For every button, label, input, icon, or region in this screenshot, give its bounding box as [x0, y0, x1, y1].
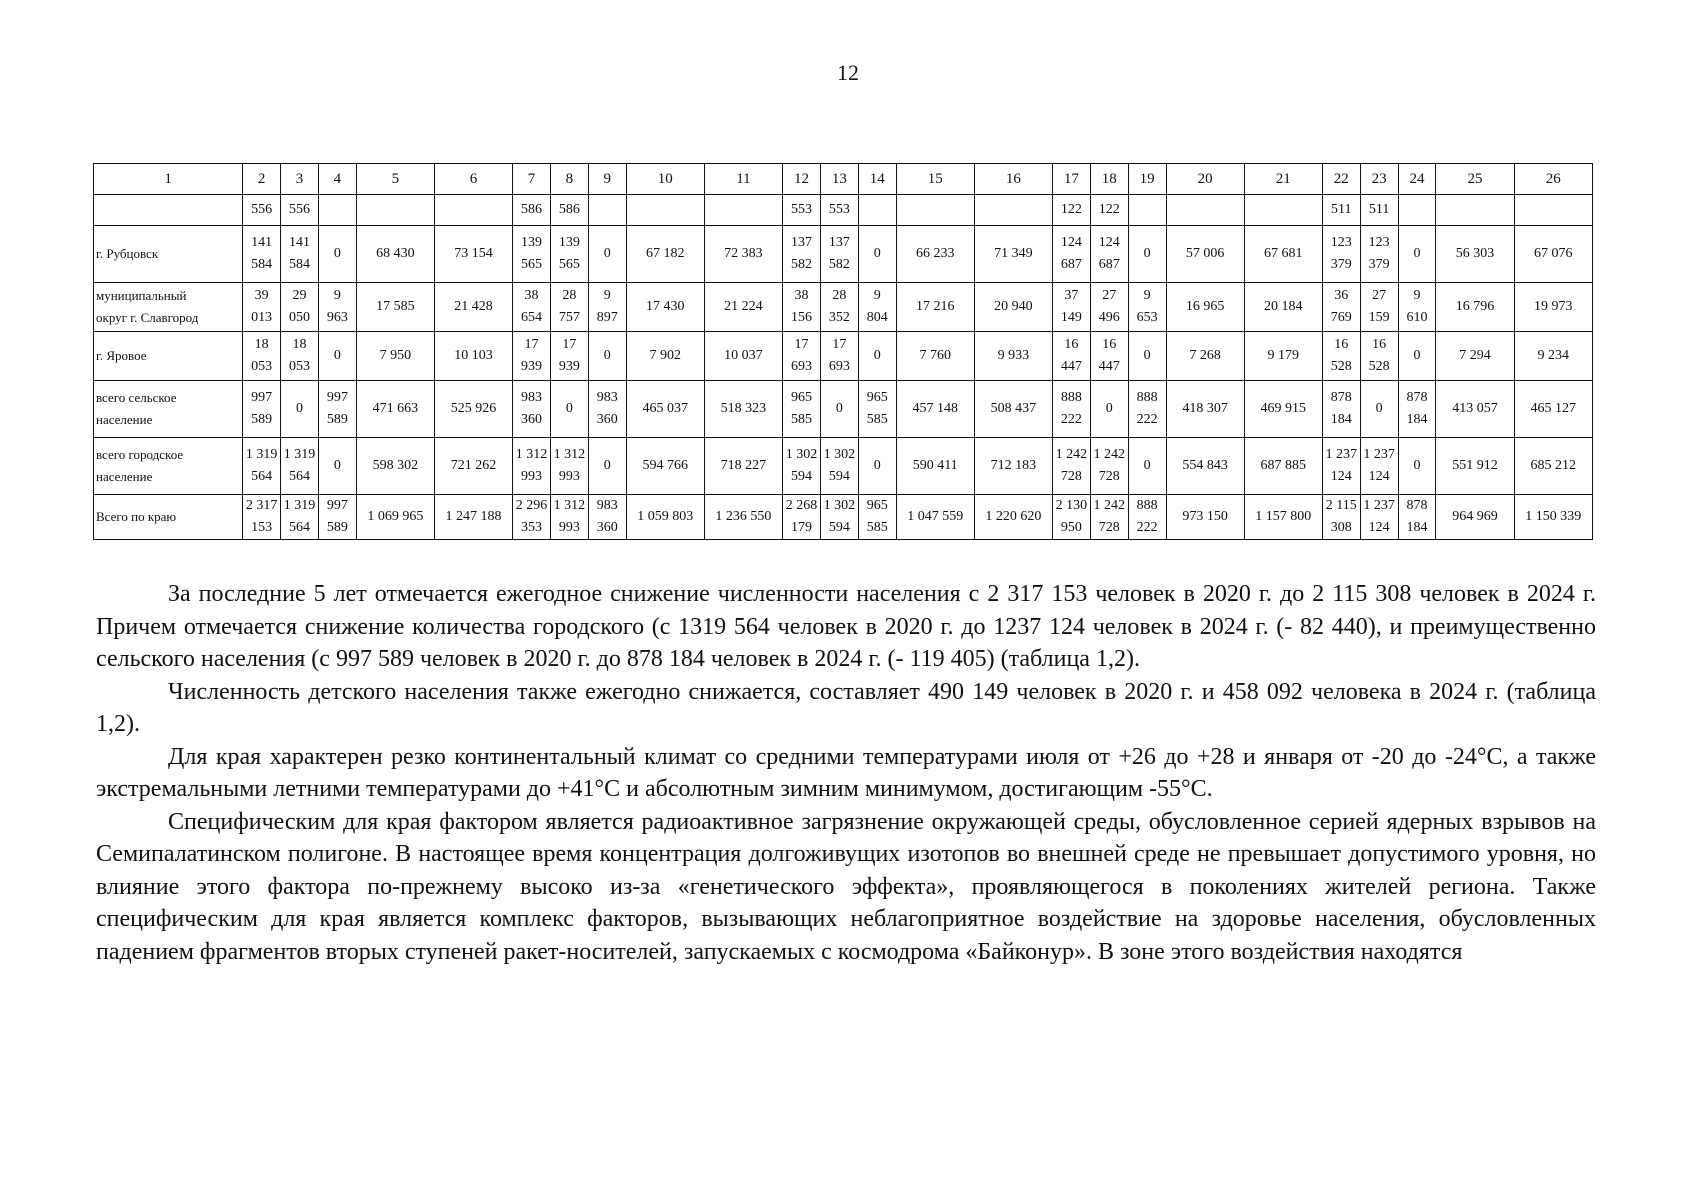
table-cell: 0: [858, 332, 896, 381]
table-cell: 38 654: [513, 283, 551, 332]
table-cell: 888 222: [1128, 381, 1166, 438]
table-cell: [858, 195, 896, 226]
table-cell: 965 585: [783, 381, 821, 438]
table-cell: 1 059 803: [626, 495, 704, 540]
table-cell: 0: [588, 226, 626, 283]
table-cell: 124 687: [1090, 226, 1128, 283]
table-cell: 1 237 124: [1360, 438, 1398, 495]
table-cell: 27 159: [1360, 283, 1398, 332]
table-cell: 7 294: [1436, 332, 1514, 381]
column-header-1: 1: [94, 164, 243, 195]
table-cell: 1 302 594: [820, 495, 858, 540]
table-cell: 18 053: [281, 332, 319, 381]
table-cell: 983 360: [588, 381, 626, 438]
table-cell: [1436, 195, 1514, 226]
table-cell: 7 950: [356, 332, 434, 381]
column-header-12: 12: [783, 164, 821, 195]
paragraph: Для края характерен резко континентальный климат со средними температурами июля от +26 до +28 и января от -20 до -24°С, а также экстремальными летними температурами до +41°С и абсолютным зимним минимумом, достигающим -55°С.: [96, 743, 1596, 802]
column-header-3: 3: [281, 164, 319, 195]
table-cell: 9 897: [588, 283, 626, 332]
table-cell: 518 323: [704, 381, 782, 438]
table-cell: 16 965: [1166, 283, 1244, 332]
row-label: всего сельское население: [94, 381, 243, 438]
table-cell: 418 307: [1166, 381, 1244, 438]
table-cell: 16 447: [1052, 332, 1090, 381]
table-cell: 586: [550, 195, 588, 226]
table-cell: 997 589: [318, 495, 356, 540]
row-label: [94, 195, 243, 226]
table-cell: 0: [588, 438, 626, 495]
table-cell: 1 319 564: [281, 438, 319, 495]
table-cell: 590 411: [896, 438, 974, 495]
table-cell: 511: [1360, 195, 1398, 226]
column-header-10: 10: [626, 164, 704, 195]
table-cell: 1 242 728: [1090, 438, 1128, 495]
table-cell: 73 154: [434, 226, 512, 283]
table-cell: 37 149: [1052, 283, 1090, 332]
table-cell: 21 224: [704, 283, 782, 332]
table-cell: 123 379: [1322, 226, 1360, 283]
column-header-4: 4: [318, 164, 356, 195]
table-cell: 687 885: [1244, 438, 1322, 495]
table-cell: 9 653: [1128, 283, 1166, 332]
table-cell: 0: [858, 438, 896, 495]
table-cell: 878 184: [1398, 495, 1436, 540]
column-header-25: 25: [1436, 164, 1514, 195]
table-cell: 36 769: [1322, 283, 1360, 332]
table-cell: 973 150: [1166, 495, 1244, 540]
table-cell: [974, 195, 1052, 226]
row-label: муниципальный округ г. Славгород: [94, 283, 243, 332]
table-row: [94, 283, 1593, 332]
table-cell: 9 804: [858, 283, 896, 332]
table-cell: [896, 195, 974, 226]
table-cell: 66 233: [896, 226, 974, 283]
column-header-15: 15: [896, 164, 974, 195]
column-header-19: 19: [1128, 164, 1166, 195]
table-cell: 139 565: [513, 226, 551, 283]
population-table-grid: [93, 163, 1593, 540]
table-cell: 1 220 620: [974, 495, 1052, 540]
row-label: г. Яровое: [94, 332, 243, 381]
table-cell: 137 582: [820, 226, 858, 283]
table-cell: 17 939: [550, 332, 588, 381]
table-cell: [588, 195, 626, 226]
table-cell: 469 915: [1244, 381, 1322, 438]
table-cell: 1 319 564: [243, 438, 281, 495]
table-cell: 1 312 993: [550, 495, 588, 540]
table-cell: 17 693: [820, 332, 858, 381]
table-cell: 18 053: [243, 332, 281, 381]
table-cell: 0: [858, 226, 896, 283]
table-cell: 1 237 124: [1360, 495, 1398, 540]
column-header-18: 18: [1090, 164, 1128, 195]
table-cell: 712 183: [974, 438, 1052, 495]
table-cell: 1 242 728: [1052, 438, 1090, 495]
table-cell: 878 184: [1322, 381, 1360, 438]
table-cell: [434, 195, 512, 226]
table-cell: [626, 195, 704, 226]
table-cell: 718 227: [704, 438, 782, 495]
row-label: Всего по краю: [94, 495, 243, 540]
table-cell: 122: [1090, 195, 1128, 226]
column-header-26: 26: [1514, 164, 1592, 195]
table-cell: 1 047 559: [896, 495, 974, 540]
table-cell: 551 912: [1436, 438, 1514, 495]
column-header-16: 16: [974, 164, 1052, 195]
table-cell: 413 057: [1436, 381, 1514, 438]
table-cell: 598 302: [356, 438, 434, 495]
table-cell: 0: [318, 332, 356, 381]
column-header-22: 22: [1322, 164, 1360, 195]
column-header-5: 5: [356, 164, 434, 195]
table-cell: 9 234: [1514, 332, 1592, 381]
column-header-14: 14: [858, 164, 896, 195]
table-cell: 7 902: [626, 332, 704, 381]
table-cell: 67 681: [1244, 226, 1322, 283]
table-cell: 594 766: [626, 438, 704, 495]
column-header-21: 21: [1244, 164, 1322, 195]
table-cell: [704, 195, 782, 226]
table-cell: 10 037: [704, 332, 782, 381]
column-header-7: 7: [513, 164, 551, 195]
table-row: [94, 381, 1593, 438]
column-header-23: 23: [1360, 164, 1398, 195]
paragraph: Численность детского населения также ежегодно снижается, составляет 490 149 человек в 2020 г. и 458 092 человека в 2024 г. (таблица 1,2).: [96, 678, 1596, 737]
table-cell: 983 360: [513, 381, 551, 438]
column-header-9: 9: [588, 164, 626, 195]
table-cell: 1 312 993: [550, 438, 588, 495]
table-header-row: [94, 164, 1593, 195]
table-cell: 56 303: [1436, 226, 1514, 283]
population-table: [93, 163, 1593, 540]
table-cell: 17 585: [356, 283, 434, 332]
table-cell: 2 268 179: [783, 495, 821, 540]
table-cell: 0: [1090, 381, 1128, 438]
table-cell: 1 150 339: [1514, 495, 1592, 540]
table-cell: 2 115 308: [1322, 495, 1360, 540]
table-cell: 19 973: [1514, 283, 1592, 332]
table-cell: 556: [243, 195, 281, 226]
table-cell: [1398, 195, 1436, 226]
table-cell: 586: [513, 195, 551, 226]
table-cell: 0: [1398, 226, 1436, 283]
column-header-17: 17: [1052, 164, 1090, 195]
table-cell: [318, 195, 356, 226]
table-cell: 21 428: [434, 283, 512, 332]
table-cell: 139 565: [550, 226, 588, 283]
table-cell: 0: [1398, 332, 1436, 381]
table-cell: [1514, 195, 1592, 226]
table-cell: 9 610: [1398, 283, 1436, 332]
table-cell: 471 663: [356, 381, 434, 438]
table-cell: 67 182: [626, 226, 704, 283]
table-row: [94, 226, 1593, 283]
table-cell: 38 156: [783, 283, 821, 332]
table-cell: 16 447: [1090, 332, 1128, 381]
body-text: [96, 578, 1596, 968]
page-number: 12: [837, 60, 859, 85]
table-cell: [356, 195, 434, 226]
table-cell: 20 940: [974, 283, 1052, 332]
table-cell: 1 247 188: [434, 495, 512, 540]
table-cell: [1244, 195, 1322, 226]
table-cell: 0: [1398, 438, 1436, 495]
table-cell: 553: [783, 195, 821, 226]
table-cell: 2 130 950: [1052, 495, 1090, 540]
column-header-6: 6: [434, 164, 512, 195]
table-cell: 17 939: [513, 332, 551, 381]
table-cell: [1128, 195, 1166, 226]
table-cell: 0: [281, 381, 319, 438]
table-cell: 965 585: [858, 381, 896, 438]
paragraph: За последние 5 лет отмечается ежегодное снижение численности населения с 2 317 153 человек в 2020 г. до 2 115 308 человек в 2024 г. Причем отмечается снижение количества городского (с 1319 564 человек в 2020 г. до 1237 124 человек в 2024 г. (- 82 440), и преимущественно сельского населения (с 997 589 человек в 2020 г. до 878 184 человек в 2024 г. (- 119 405) (таблица 1,2).: [96, 581, 1596, 672]
table-cell: 556: [281, 195, 319, 226]
table-cell: 997 589: [243, 381, 281, 438]
table-cell: 27 496: [1090, 283, 1128, 332]
table-cell: 457 148: [896, 381, 974, 438]
table-cell: 29 050: [281, 283, 319, 332]
row-label: г. Рубцовск: [94, 226, 243, 283]
column-header-11: 11: [704, 164, 782, 195]
table-cell: 16 528: [1322, 332, 1360, 381]
table-cell: 465 037: [626, 381, 704, 438]
table-cell: 1 236 550: [704, 495, 782, 540]
table-cell: 1 157 800: [1244, 495, 1322, 540]
table-cell: 965 585: [858, 495, 896, 540]
table-cell: 1 312 993: [513, 438, 551, 495]
table-cell: 72 383: [704, 226, 782, 283]
table-cell: 39 013: [243, 283, 281, 332]
table-cell: [1166, 195, 1244, 226]
table-cell: 123 379: [1360, 226, 1398, 283]
table-cell: 0: [820, 381, 858, 438]
table-cell: 122: [1052, 195, 1090, 226]
table-cell: 983 360: [588, 495, 626, 540]
table-cell: 888 222: [1052, 381, 1090, 438]
column-header-24: 24: [1398, 164, 1436, 195]
table-cell: 141 584: [243, 226, 281, 283]
column-header-8: 8: [550, 164, 588, 195]
table-cell: 16 796: [1436, 283, 1514, 332]
table-cell: 1 302 594: [820, 438, 858, 495]
table-cell: 525 926: [434, 381, 512, 438]
table-cell: 0: [1128, 226, 1166, 283]
table-cell: 10 103: [434, 332, 512, 381]
table-cell: 2 296 353: [513, 495, 551, 540]
table-cell: 17 693: [783, 332, 821, 381]
table-cell: 1 237 124: [1322, 438, 1360, 495]
table-row: [94, 332, 1593, 381]
table-row: [94, 495, 1593, 540]
table-cell: 124 687: [1052, 226, 1090, 283]
table-cell: 2 317 153: [243, 495, 281, 540]
paragraph: Специфическим для края фактором является радиоактивное загрязнение окружающей среды, обусловленное серией ядерных взрывов на Семипалатинском полигоне. В настоящее время концентрация долгоживущих изотопов во внешней среде не превышает допустимого уровня, но влияние этого фактора по-прежнему высоко из-за «генетического эффекта», проявляющегося в поколениях жителей региона. Также специфическим для края является комплекс факторов, вызывающих неблагоприятное воздействие на здоровье населения, обусловленных падением фрагментов вторых ступеней ракет-носителей, запускаемых с космодрома «Байконур». В зоне этого воздействия находятся: [96, 808, 1596, 965]
table-cell: 67 076: [1514, 226, 1592, 283]
table-cell: 0: [588, 332, 626, 381]
table-cell: 685 212: [1514, 438, 1592, 495]
table-cell: 57 006: [1166, 226, 1244, 283]
table-cell: 1 242 728: [1090, 495, 1128, 540]
table-row: [94, 438, 1593, 495]
table-cell: 9 179: [1244, 332, 1322, 381]
table-cell: 0: [318, 226, 356, 283]
table-cell: 0: [318, 438, 356, 495]
table-cell: 888 222: [1128, 495, 1166, 540]
table-cell: 71 349: [974, 226, 1052, 283]
table-cell: 1 302 594: [783, 438, 821, 495]
table-cell: 9 963: [318, 283, 356, 332]
table-cell: 0: [1128, 332, 1166, 381]
table-cell: 508 437: [974, 381, 1052, 438]
column-header-13: 13: [820, 164, 858, 195]
table-cell: 20 184: [1244, 283, 1322, 332]
table-cell: 0: [1128, 438, 1166, 495]
table-cell: 68 430: [356, 226, 434, 283]
table-cell: 16 528: [1360, 332, 1398, 381]
column-header-20: 20: [1166, 164, 1244, 195]
table-cell: 0: [1360, 381, 1398, 438]
table-cell: 141 584: [281, 226, 319, 283]
table-cell: 9 933: [974, 332, 1052, 381]
table-cell: 554 843: [1166, 438, 1244, 495]
table-cell: 17 430: [626, 283, 704, 332]
table-cell: 7 268: [1166, 332, 1244, 381]
table-cell: 721 262: [434, 438, 512, 495]
table-cell: 553: [820, 195, 858, 226]
table-cell: 878 184: [1398, 381, 1436, 438]
table-cell: 964 969: [1436, 495, 1514, 540]
column-header-2: 2: [243, 164, 281, 195]
table-cell: 28 757: [550, 283, 588, 332]
row-label: всего городское население: [94, 438, 243, 495]
table-row: [94, 195, 1593, 226]
table-cell: 1 319 564: [281, 495, 319, 540]
table-cell: 7 760: [896, 332, 974, 381]
table-cell: 511: [1322, 195, 1360, 226]
table-cell: 1 069 965: [356, 495, 434, 540]
table-cell: 17 216: [896, 283, 974, 332]
table-cell: 0: [550, 381, 588, 438]
table-cell: 997 589: [318, 381, 356, 438]
table-cell: 137 582: [783, 226, 821, 283]
table-cell: 28 352: [820, 283, 858, 332]
table-cell: 465 127: [1514, 381, 1592, 438]
